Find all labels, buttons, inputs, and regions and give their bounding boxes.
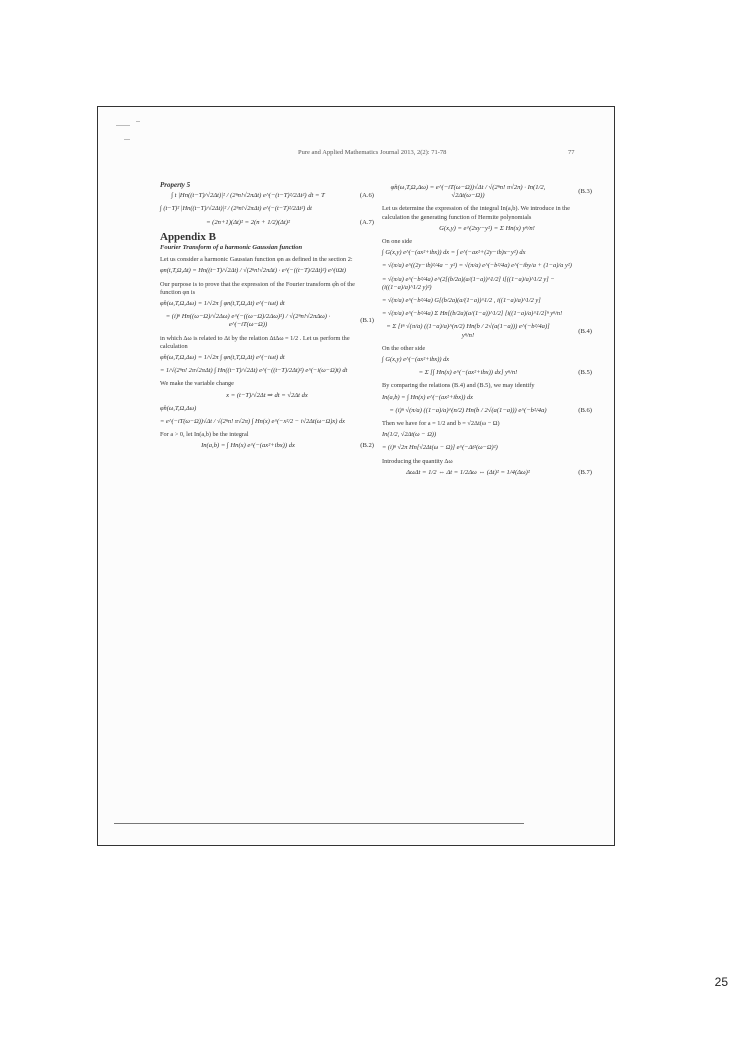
equation-phi: φn(t,T,Ω,Δt) = Hn((t−T)/√2Δt) / √(2ⁿn!√2πΔt) · e^(−((t−T)/2Δt)²) e^(iΩt): [160, 267, 346, 275]
equation-b5: = Σ [∫ Hn(x) e^(−(ax²+ibx)) dx] yⁿ/n! (B.5): [418, 369, 592, 377]
paragraph: On one side: [382, 238, 413, 246]
property-title: Property 5: [160, 181, 191, 189]
scan-mark: [124, 139, 130, 140]
equation-s3: = √(π/a) e^(−b²/4a) e^(2[(b/2a)(a/(1−a))^1/2] i[((1−a)/a)^1/2 y] − (i((1−a)/a)^1/2 y)²): [382, 275, 555, 291]
paragraph: Let us consider a harmonic Gaussian function φn as defined in the section 2:: [160, 256, 353, 264]
right-column: [382, 181, 592, 482]
equation-r1: In(1/2, √2Δt(ω − Ω)): [382, 431, 437, 439]
scanned-journal-page: [98, 107, 614, 845]
equation-s5: = √(π/a) e^(−b²/4a) Σ Hn[(b/2a)(a/(1−a))^1/2] [i((1−a)/a)^1/2]ⁿ yⁿ/n!: [382, 310, 563, 318]
equation-calc-2: = 1/√(2ⁿn! 2π√2πΔt) ∫ Hn((t−T)/√2Δt) e^(−((t−T)/2Δt)²) e^(−i(ω−Ω)t) dt: [160, 367, 348, 375]
paragraph: Then we have for a = 1/2 and b = √2Δt(ω − Ω): [382, 420, 500, 428]
left-column: [160, 181, 374, 456]
journal-header: Pure and Applied Mathematics Journal 2013, 2(2): 71-78: [298, 149, 447, 156]
paragraph: We make the variable change: [160, 380, 234, 388]
equation-b7: ΔωΔt = 1/2 ⇔ Δt = 1/2Δω ⇔ (Δt)² = 1/4(Δω)² (B.7): [406, 468, 592, 476]
scan-mark: [136, 121, 140, 122]
equation-calc-1: φ̂n(ω,T,Ω,Δω) = 1/√2π ∫ φn(t,T,Ω,Δt) e^(−iωt) dt: [160, 354, 285, 362]
appendix-title: Appendix B: [160, 230, 216, 243]
equation-change: x = (t−T)/√2Δt ⇒ dt = √2Δt dx: [226, 391, 308, 399]
equation-b1-line2: = (i)ⁿ Hn((ω−Ω)/√2Δω) e^(−((ω−Ω)/2Δω)²) / √(2ⁿn!√2πΔω) · e^(−iT(ω−Ω)) (B.1): [165, 313, 374, 329]
page-bottom-rule: [114, 823, 524, 824]
scan-mark: [116, 125, 130, 126]
equation-i1: In(a,b) = ∫ Hn(x) e^(−(ax²+ibx)) dx: [382, 393, 473, 401]
paragraph: in which Δω is related to Δt by the relation ΔtΔω = 1/2 . Let us perform the calculation: [160, 334, 350, 350]
equation-s2: = √(π/a) e^((2y−ib)²/4a − y²) = √(π/a) e^(−b²/4a) e^(−iby/a + (1−a)/a y²): [382, 262, 572, 270]
paragraph: Let us determine the expression of the integral In(a,b). We introduce in the calculation the generating function of Hermite polynomials: [382, 205, 570, 221]
equation-r2: = (i)ⁿ √2π Hn[√2Δt(ω − Ω)] e^(−Δt²(ω−Ω)²): [382, 444, 498, 452]
equation-b1-line1: φ̂n(ω,T,Ω,Δω) = 1/√2π ∫ φn(t,T,Ω,Δt) e^(−iωt) dt: [160, 300, 285, 308]
paragraph: On the other side: [382, 344, 426, 352]
equation-b2: In(a,b) = ∫ Hn(x) e^(−(ax²+ibx)) dx (B.2): [201, 442, 374, 450]
equation-b3: φ̂n(ω,T,Ω,Δω) = e^(−iT(ω−Ω))√Δt / √(2ⁿn! π√2π) · In(1/2, √2Δt(ω−Ω)) (B.3): [390, 184, 592, 200]
journal-page-number: 77: [568, 149, 575, 156]
equation-c2: = e^(−iT(ω−Ω))√Δt / √(2ⁿn! π√2π) ∫ Hn(x) e^(−x²/2 − i√2Δt(ω−Ω)x) dx: [160, 418, 345, 426]
equation-a6: ∫ t |Hn((t−T)/√2Δt)|² / (2ⁿn!√2πΔt) e^(−(t−T)²/2Δt²) dt = T (A.6): [171, 192, 374, 200]
equation-b4: = Σ [iⁿ √(π/a) ((1−a)/a)^(n/2) Hn(b / 2√(a(1−a))) e^(−b²/4a)] yⁿ/n! (B.4): [386, 323, 592, 339]
equation-a7-line1: ∫ (t−T)² |Hn((t−T)/√2Δt)|² / (2ⁿn!√2πΔt) e^(−(t−T)²/2Δt²) dt: [160, 205, 312, 213]
equation-generating: G(x,y) = e^(2xy−y²) = Σ Hn(x) yⁿ/n!: [439, 224, 535, 232]
equation-s4: = √(π/a) e^(−b²/4a) G[(b/2a)(a/(1−a))^1/2 , i((1−a)/a)^1/2 y]: [382, 297, 541, 305]
appendix-subtitle: Fourier Transform of a harmonic Gaussian function: [160, 244, 303, 252]
equation-s1: ∫ G(x,y) e^(−(ax²+ibx)) dx = ∫ e^(−ax²+(2y−ib)x−y²) dx: [382, 249, 526, 257]
paragraph: Our purpose is to prove that the expression of the Fourier transform φ̂n of the function φn is: [160, 280, 355, 296]
equation-o1: ∫ G(x,y) e^(−(ax²+ibx)) dx: [382, 356, 450, 364]
equation-c1: φ̂n(ω,T,Ω,Δω): [160, 404, 197, 412]
equation-b6: = (i)ⁿ √(π/a) ((1−a)/a)^(n/2) Hn(b / 2√(a(1−a))) e^(−b²/4a) (B.6): [389, 406, 592, 414]
paragraph: By comparing the relations (B.4) and (B.5), we may identify: [382, 382, 535, 390]
paragraph: Introducing the quantity Δω: [382, 457, 453, 465]
page-number: 25: [714, 975, 728, 989]
equation-a7-line2: = (2n+1)(Δt)² = 2(n + 1/2)(Δt)² (A.7): [206, 218, 374, 226]
paragraph: For a > 0, let In(a,b) be the integral: [160, 431, 249, 439]
scanned-page-frame: [97, 106, 615, 846]
